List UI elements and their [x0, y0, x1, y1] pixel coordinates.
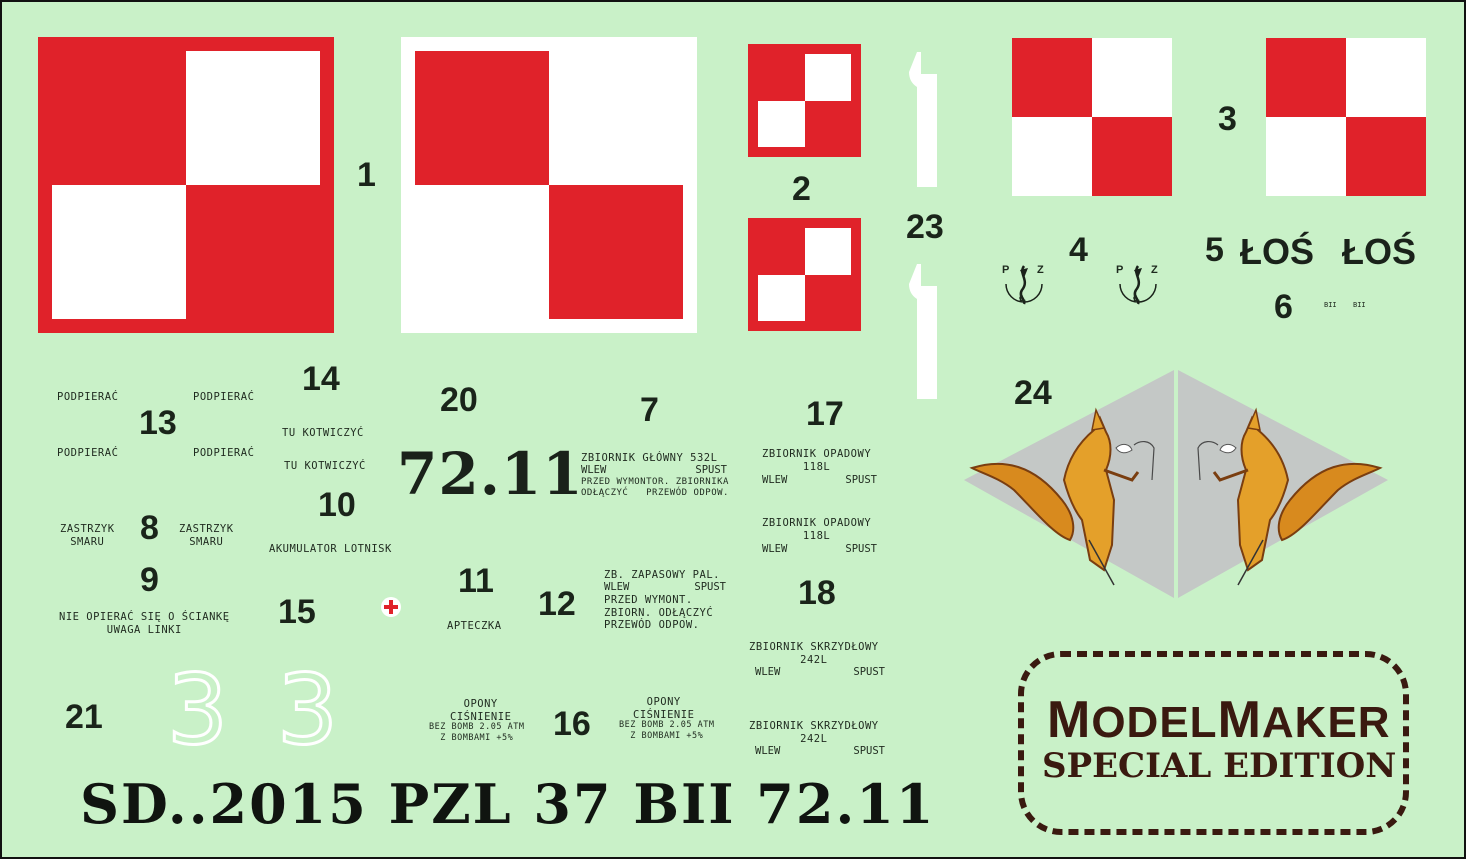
- stencil-zbiornik-glowny-line4: ODŁĄCZYĆ PRZEWÓD ODPOW.: [581, 488, 729, 498]
- checker-3-left: [1012, 38, 1172, 196]
- stencil-zb-zapasowy-rest: PRZED WYMONT. ZBIORN. ODŁĄCZYĆ PRZEWÓD ODPOW.: [604, 594, 714, 631]
- spust-label: SPUST: [853, 745, 885, 757]
- wlew-label: WLEW: [755, 666, 781, 678]
- brand-word-aker: AKER: [1261, 698, 1391, 747]
- spust-label: SPUST: [853, 666, 885, 678]
- decal-number-5: 5: [1205, 231, 1224, 269]
- checker-2-bottom: [748, 218, 861, 331]
- spust-label: SPUST: [694, 581, 726, 593]
- decal-number-16: 16: [553, 705, 591, 743]
- checker-3-right: [1266, 38, 1426, 196]
- fox-emblem-left: [964, 370, 1174, 598]
- decal-number-23: 23: [906, 208, 944, 246]
- pzl-letter-l: Ł: [1133, 292, 1140, 304]
- sheet-title: SD..2015 PZL 37 BII 72.11: [80, 772, 936, 836]
- stencil-nie-opierac: NIE OPIERAĆ SIĘ O ŚCIANKĘ UWAGA LINKI: [59, 611, 230, 636]
- stencil-apteczka: APTECZKA: [447, 620, 502, 632]
- stencil-zbiornik-skrzydlowy-2: ZBIORNIK SKRZYDŁOWY 242L: [749, 720, 879, 745]
- stencil-podpierac-3: PODPIERAĆ: [57, 447, 119, 459]
- decal-number-17: 17: [806, 395, 844, 433]
- decal-number-8: 8: [140, 509, 159, 547]
- decal-number-10: 10: [318, 486, 356, 524]
- stencil-podpierac-4: PODPIERAĆ: [193, 447, 255, 459]
- first-aid-cross-icon: [380, 596, 402, 618]
- decal-number-24: 24: [1014, 374, 1052, 412]
- decal-number-2: 2: [792, 170, 811, 208]
- stencil-zb-zapasowy-wlew-spust: [604, 581, 726, 594]
- spust-label: SPUST: [845, 543, 877, 555]
- pzl-logo-1: [1000, 262, 1048, 308]
- decal-number-20: 20: [440, 381, 478, 419]
- white-numeral-3-right: 3: [277, 654, 339, 766]
- decal-number-14: 14: [302, 360, 340, 398]
- checker-2-top: [748, 44, 861, 157]
- modelmaker-logo-text: [1047, 690, 1391, 750]
- stencil-zbiornik-glowny-title: ZBIORNIK GŁÓWNY 532L: [581, 452, 718, 464]
- stencil-skrzydlowy-2-wlew-spust: [755, 745, 885, 758]
- stencil-zbiornik-opadowy-1: ZBIORNIK OPADOWY 118L: [762, 448, 872, 473]
- checker-1-left: [38, 37, 334, 333]
- decal-number-7: 7: [640, 391, 659, 429]
- los-name-decal-1: ŁOŚ: [1240, 231, 1315, 272]
- decal-number-4: 4: [1069, 231, 1088, 269]
- wlew-label: WLEW: [755, 745, 781, 757]
- decal-number-21: 21: [65, 698, 103, 736]
- bii-small-decal-1: BII: [1324, 301, 1337, 309]
- pzl-letter-l: Ł: [1019, 292, 1026, 304]
- stencil-zb-zapasowy-title: ZB. ZAPASOWY PAL.: [604, 569, 720, 581]
- brand-letter-m2: M: [1217, 691, 1262, 749]
- decal-number-1: 1: [357, 156, 376, 194]
- decal-number-11: 11: [458, 562, 494, 600]
- stencil-akumulator: AKUMULATOR LOTNISK: [269, 543, 392, 555]
- stencil-opadowy-1-wlew-spust: [762, 474, 877, 487]
- stencil-podpierac-1: PODPIERAĆ: [57, 391, 119, 403]
- registration-decal: 72.11: [397, 440, 584, 508]
- pzl-letter-p: P: [1002, 264, 1010, 276]
- stencil-opony-1: OPONY CIŚNIENIE: [450, 698, 512, 723]
- brand-word-odel: ODEL: [1091, 698, 1218, 747]
- los-name-decal-2: ŁOŚ: [1342, 231, 1417, 272]
- pzl-logo-2: [1114, 262, 1162, 308]
- stencil-tu-kotwiczyc-2: TU KOTWICZYĆ: [284, 460, 366, 472]
- decal-number-6: 6: [1274, 288, 1293, 326]
- stencil-zbiornik-skrzydlowy-1: ZBIORNIK SKRZYDŁOWY 242L: [749, 641, 879, 666]
- stencil-opadowy-2-wlew-spust: [762, 543, 877, 556]
- stencil-zbiornik-glowny-line3: PRZED WYMONTOR. ZBIORNIKA: [581, 477, 729, 487]
- special-edition-label: SPECIAL EDITION: [1042, 746, 1397, 786]
- decal-number-18: 18: [798, 574, 836, 612]
- pzl-letter-z: Z: [1151, 264, 1158, 276]
- spust-label: SPUST: [695, 464, 727, 476]
- white-stripe-23-bottom: [907, 264, 939, 399]
- wlew-label: WLEW: [762, 474, 788, 486]
- stencil-zbiornik-glowny-wlew-spust: [581, 464, 727, 477]
- spust-label: SPUST: [845, 474, 877, 486]
- stencil-tu-kotwiczyc-1: TU KOTWICZYĆ: [282, 427, 364, 439]
- stencil-zbiornik-opadowy-2: ZBIORNIK OPADOWY 118L: [762, 517, 872, 542]
- brand-letter-m1: M: [1047, 691, 1092, 749]
- stencil-zastrzyk-2: ZASTRZYK SMARU: [179, 523, 234, 548]
- stencil-opony-1-detail: BEZ BOMB 2.05 ATM Z BOMBAMI +5%: [429, 722, 525, 743]
- decal-number-3: 3: [1218, 100, 1237, 138]
- decal-number-15: 15: [278, 593, 316, 631]
- pzl-letter-z: Z: [1037, 264, 1044, 276]
- stencil-podpierac-2: PODPIERAĆ: [193, 391, 255, 403]
- wlew-label: WLEW: [604, 581, 630, 593]
- wlew-label: WLEW: [762, 543, 788, 555]
- stencil-opony-2-detail: BEZ BOMB 2.05 ATM Z BOMBAMI +5%: [619, 720, 715, 741]
- white-numeral-3-left: 3: [167, 654, 229, 766]
- fox-emblem-right: [1178, 370, 1388, 598]
- stencil-skrzydlowy-1-wlew-spust: [755, 666, 885, 679]
- wlew-label: WLEW: [581, 464, 607, 476]
- bii-small-decal-2: BII: [1353, 301, 1366, 309]
- stencil-opony-2: OPONY CIŚNIENIE: [633, 696, 695, 721]
- decal-number-13: 13: [139, 404, 177, 442]
- decal-number-12: 12: [538, 585, 576, 623]
- pzl-letter-p: P: [1116, 264, 1124, 276]
- decal-number-9: 9: [140, 561, 159, 599]
- stencil-zastrzyk-1: ZASTRZYK SMARU: [60, 523, 115, 548]
- white-stripe-23-top: [907, 52, 939, 187]
- checker-1-right: [401, 37, 697, 333]
